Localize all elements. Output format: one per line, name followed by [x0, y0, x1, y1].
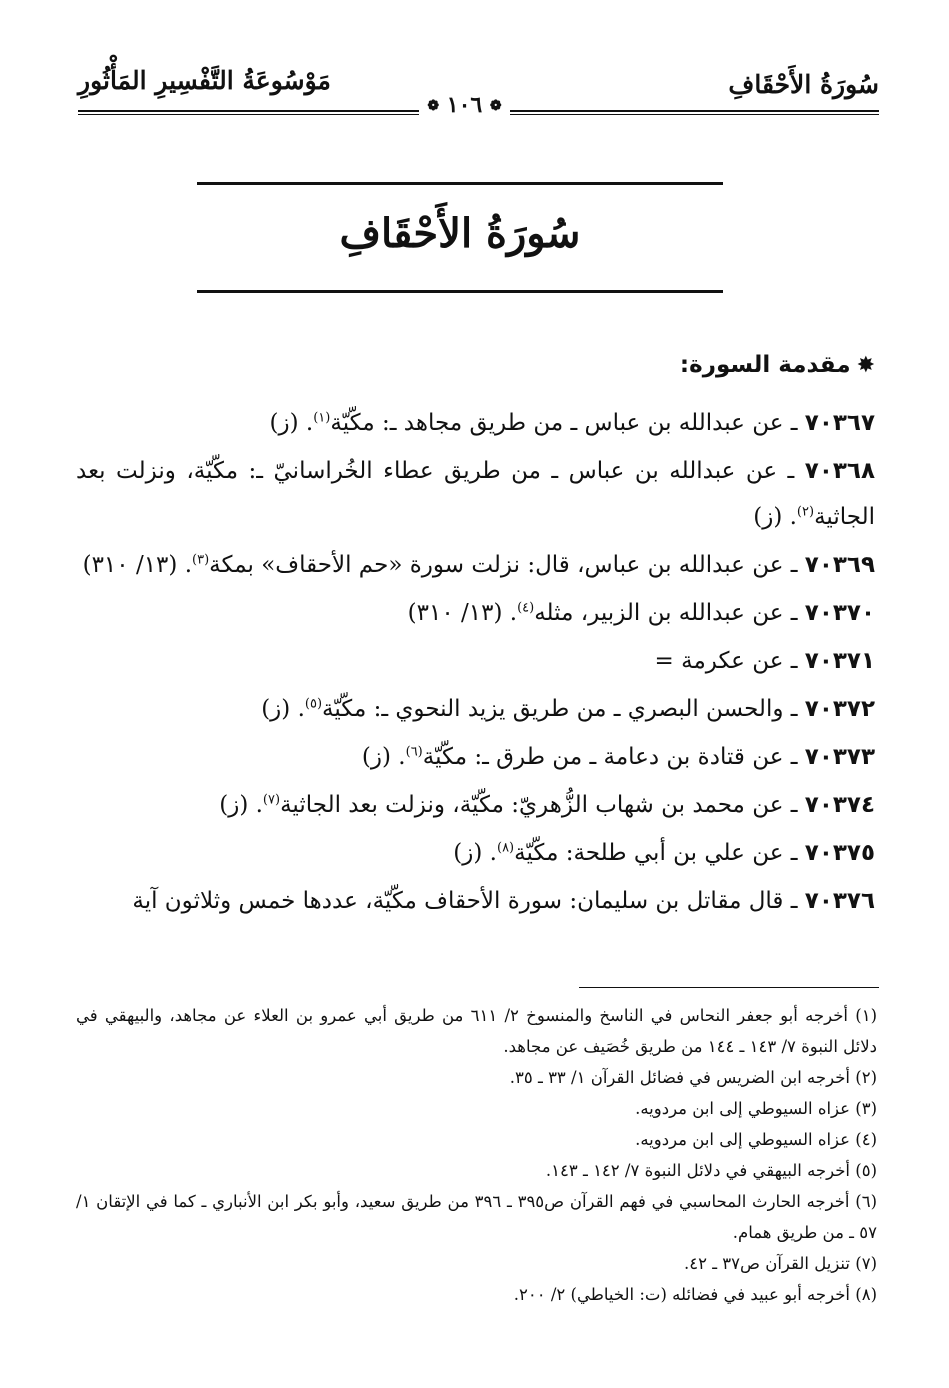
entry-text: ـ عن عبدالله بن عباس ـ من طريق عطاء الخُراسانيّ ـ: مكّيّة، ونزلت بعد الجاثية — [76, 458, 875, 530]
entry — [76, 590, 875, 636]
footnote-ref[interactable]: (١) — [313, 410, 331, 426]
footnote-ref[interactable]: (٣) — [192, 552, 210, 568]
entry-number: ٧٠٣٧٢ — [804, 696, 875, 722]
section-heading — [680, 352, 875, 378]
flower-ornament-icon: ✸ — [856, 353, 875, 378]
entry — [76, 542, 875, 588]
page-number-wrap — [0, 92, 949, 118]
entry-text: ـ عن عبدالله بن عباس، قال: نزلت سورة «حم الأحقاف» بمكة — [209, 552, 805, 578]
footnote-separator — [579, 987, 879, 988]
entry-text: ـ عن محمد بن شهاب الزُّهريّ: مكّيّة، ونزلت بعد الجاثية — [280, 792, 805, 818]
footnote: (٨) أخرجه أبو عبيد في فضائله (ت: الخياطي) ٢/ ٢٠٠. — [513, 1285, 877, 1304]
footnote-ref[interactable]: (٦) — [405, 744, 423, 760]
footnote: (٤) عزاه السيوطي إلى ابن مردويه. — [635, 1130, 877, 1149]
entry — [76, 878, 875, 924]
entry-text: ـ عن عبدالله بن عباس ـ من طريق مجاهد ـ: مكّيّة — [330, 410, 805, 436]
entry — [76, 638, 875, 684]
surah-title: سُورَةُ الأَحْقَافِ — [339, 210, 581, 257]
entry-number: ٧٠٣٧٤ — [804, 792, 875, 818]
entry-source: . (ز) — [219, 792, 263, 818]
entry-number: ٧٠٣٧٦ — [804, 888, 875, 914]
title-rule-top — [197, 182, 723, 185]
entry — [76, 448, 875, 540]
entry-text: ـ عن قتادة بن دعامة ـ من طرق ـ: مكّيّة — [422, 744, 805, 770]
entry-source: . (ز) — [361, 744, 406, 770]
entry-text: ـ والحسن البصري ـ من طريق يزيد النحوي ـ: مكّيّة — [322, 696, 805, 722]
footnote-ref[interactable]: (٤) — [517, 600, 535, 616]
entry-text: ـ عن عبدالله بن الزبير، مثله — [534, 600, 805, 626]
ornament-icon: ❁ — [489, 98, 502, 114]
footnote: (٦) أخرجه الحارث المحاسبي في فهم القرآن ص٣٩٥ ـ ٣٩٦ من طريق سعيد، وأبو بكر ابن الأنباري ـ كما في الإتقان ١/ ٥٧ ـ من طريق همام. — [76, 1192, 878, 1242]
entry-number: ٧٠٣٦٨ — [804, 458, 875, 484]
page-number: ١٠٦ — [446, 92, 483, 118]
section-heading-text: مقدمة السورة: — [679, 352, 851, 378]
entry-source: . (ز) — [453, 840, 497, 866]
entry — [76, 782, 875, 828]
entry-source: . (١٣/ ٣١٠) — [82, 552, 193, 578]
entry-text: ـ عن علي بن أبي طلحة: مكّيّة — [514, 840, 805, 866]
entry-number: ٧٠٣٦٧ — [804, 410, 875, 436]
entry-number: ٧٠٣٧٣ — [804, 744, 875, 770]
footnote: (١) أخرجه أبو جعفر النحاس في الناسخ والمنسوخ ٢/ ٦١١ من طريق أبي عمرو بن العلاء عن مجاهد، والبيهقي في دلائل النبوة ٧/ ١٤٣ ـ ١٤٤ من طريق خُصَيف عن مجاهد. — [76, 1006, 877, 1056]
entry-source: . (١٣/ ٣١٠) — [407, 600, 518, 626]
running-header-book-title: مَوْسُوعَةُ التَّفْسِيرِ المَأْثُورِ — [78, 66, 331, 95]
entry-text: ـ قال مقاتل بن سليمان: سورة الأحقاف مكّيّة، عددها خمس وثلاثون آية — [132, 888, 805, 914]
running-header-surah: سُورَةُ الأَحْقَافِ — [728, 70, 879, 99]
footnote: (٥) أخرجه البيهقي في دلائل النبوة ٧/ ١٤٢ ـ ١٤٣. — [545, 1161, 877, 1180]
entry — [76, 400, 875, 446]
entry-source: . (ز) — [269, 410, 314, 436]
footnote: (٢) أخرجه ابن الضريس في فضائل القرآن ١/ ٣٣ ـ ٣٥. — [509, 1068, 877, 1087]
entry-number: ٧٠٣٧١ — [804, 648, 875, 674]
entry-source: . (ز) — [753, 504, 797, 530]
entry — [76, 686, 875, 732]
footnote: (٣) عزاه السيوطي إلى ابن مردويه. — [635, 1099, 877, 1118]
entry-source: . (ز) — [261, 696, 305, 722]
title-rule-bottom — [197, 290, 723, 293]
entry — [76, 830, 875, 876]
footnote: (٧) تنزيل القرآن ص٣٧ ـ ٤٢. — [683, 1254, 877, 1273]
entry — [76, 734, 875, 780]
footnotes — [76, 1000, 877, 1310]
page-number-box — [419, 92, 509, 118]
entry-text: ـ عن عكرمة = — [654, 648, 805, 674]
footnote-ref[interactable]: (٢) — [796, 504, 815, 520]
entry-number: ٧٠٣٦٩ — [804, 552, 875, 578]
entries-body — [76, 400, 875, 926]
entry-number: ٧٠٣٧٠ — [804, 600, 875, 626]
footnote-ref[interactable]: (٧) — [262, 792, 281, 808]
footnote-ref[interactable]: (٨) — [496, 840, 515, 856]
footnote-ref[interactable]: (٥) — [304, 696, 323, 712]
ornament-icon: ❁ — [427, 98, 440, 114]
entry-number: ٧٠٣٧٥ — [804, 840, 875, 866]
